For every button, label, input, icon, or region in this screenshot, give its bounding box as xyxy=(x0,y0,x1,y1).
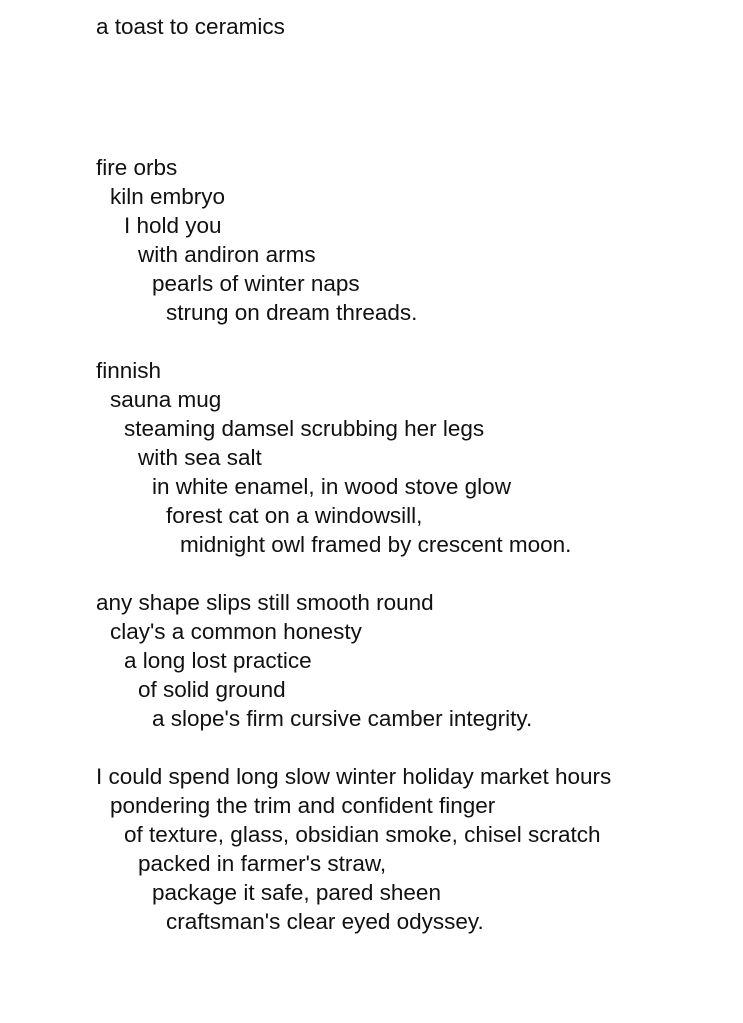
poem-page xyxy=(96,12,736,965)
poem-line: forest cat on a windowsill, xyxy=(166,503,423,528)
poem-line: of solid ground xyxy=(138,677,286,702)
poem-line: pondering the trim and confident finger xyxy=(110,793,496,818)
poem-line: packed in farmer's straw, xyxy=(138,851,387,876)
poem-line: strung on dream threads. xyxy=(166,300,418,325)
poem-line: I could spend long slow winter holiday market hours xyxy=(96,764,612,789)
poem-line: midnight owl framed by crescent moon. xyxy=(180,532,572,557)
poem-line: any shape slips still smooth round xyxy=(96,590,434,615)
poem-line: pearls of winter naps xyxy=(152,271,360,296)
poem-line: steaming damsel scrubbing her legs xyxy=(124,416,485,441)
poem-line: craftsman's clear eyed odyssey. xyxy=(166,909,484,934)
poem-line: with andiron arms xyxy=(138,242,316,267)
poem-line: sauna mug xyxy=(110,387,222,412)
poem-line: of texture, glass, obsidian smoke, chisel scratch xyxy=(124,822,601,847)
poem-body xyxy=(96,153,736,936)
poem-title: a toast to ceramics xyxy=(96,14,285,39)
stanza-3 xyxy=(96,588,736,733)
poem-line: a slope's firm cursive camber integrity. xyxy=(152,706,533,731)
poem-line: with sea salt xyxy=(138,445,262,470)
poem-line: kiln embryo xyxy=(110,184,226,209)
poem-line: finnish xyxy=(96,358,162,383)
poem-line: in white enamel, in wood stove glow xyxy=(152,474,511,499)
poem-line: a long lost practice xyxy=(124,648,312,673)
poem-line: fire orbs xyxy=(96,155,178,180)
stanza-4 xyxy=(96,762,736,936)
poem-line: package it safe, pared sheen xyxy=(152,880,441,905)
poem-line: I hold you xyxy=(124,213,222,238)
poem-line: clay's a common honesty xyxy=(110,619,362,644)
stanza-1 xyxy=(96,153,736,327)
stanza-2 xyxy=(96,356,736,559)
